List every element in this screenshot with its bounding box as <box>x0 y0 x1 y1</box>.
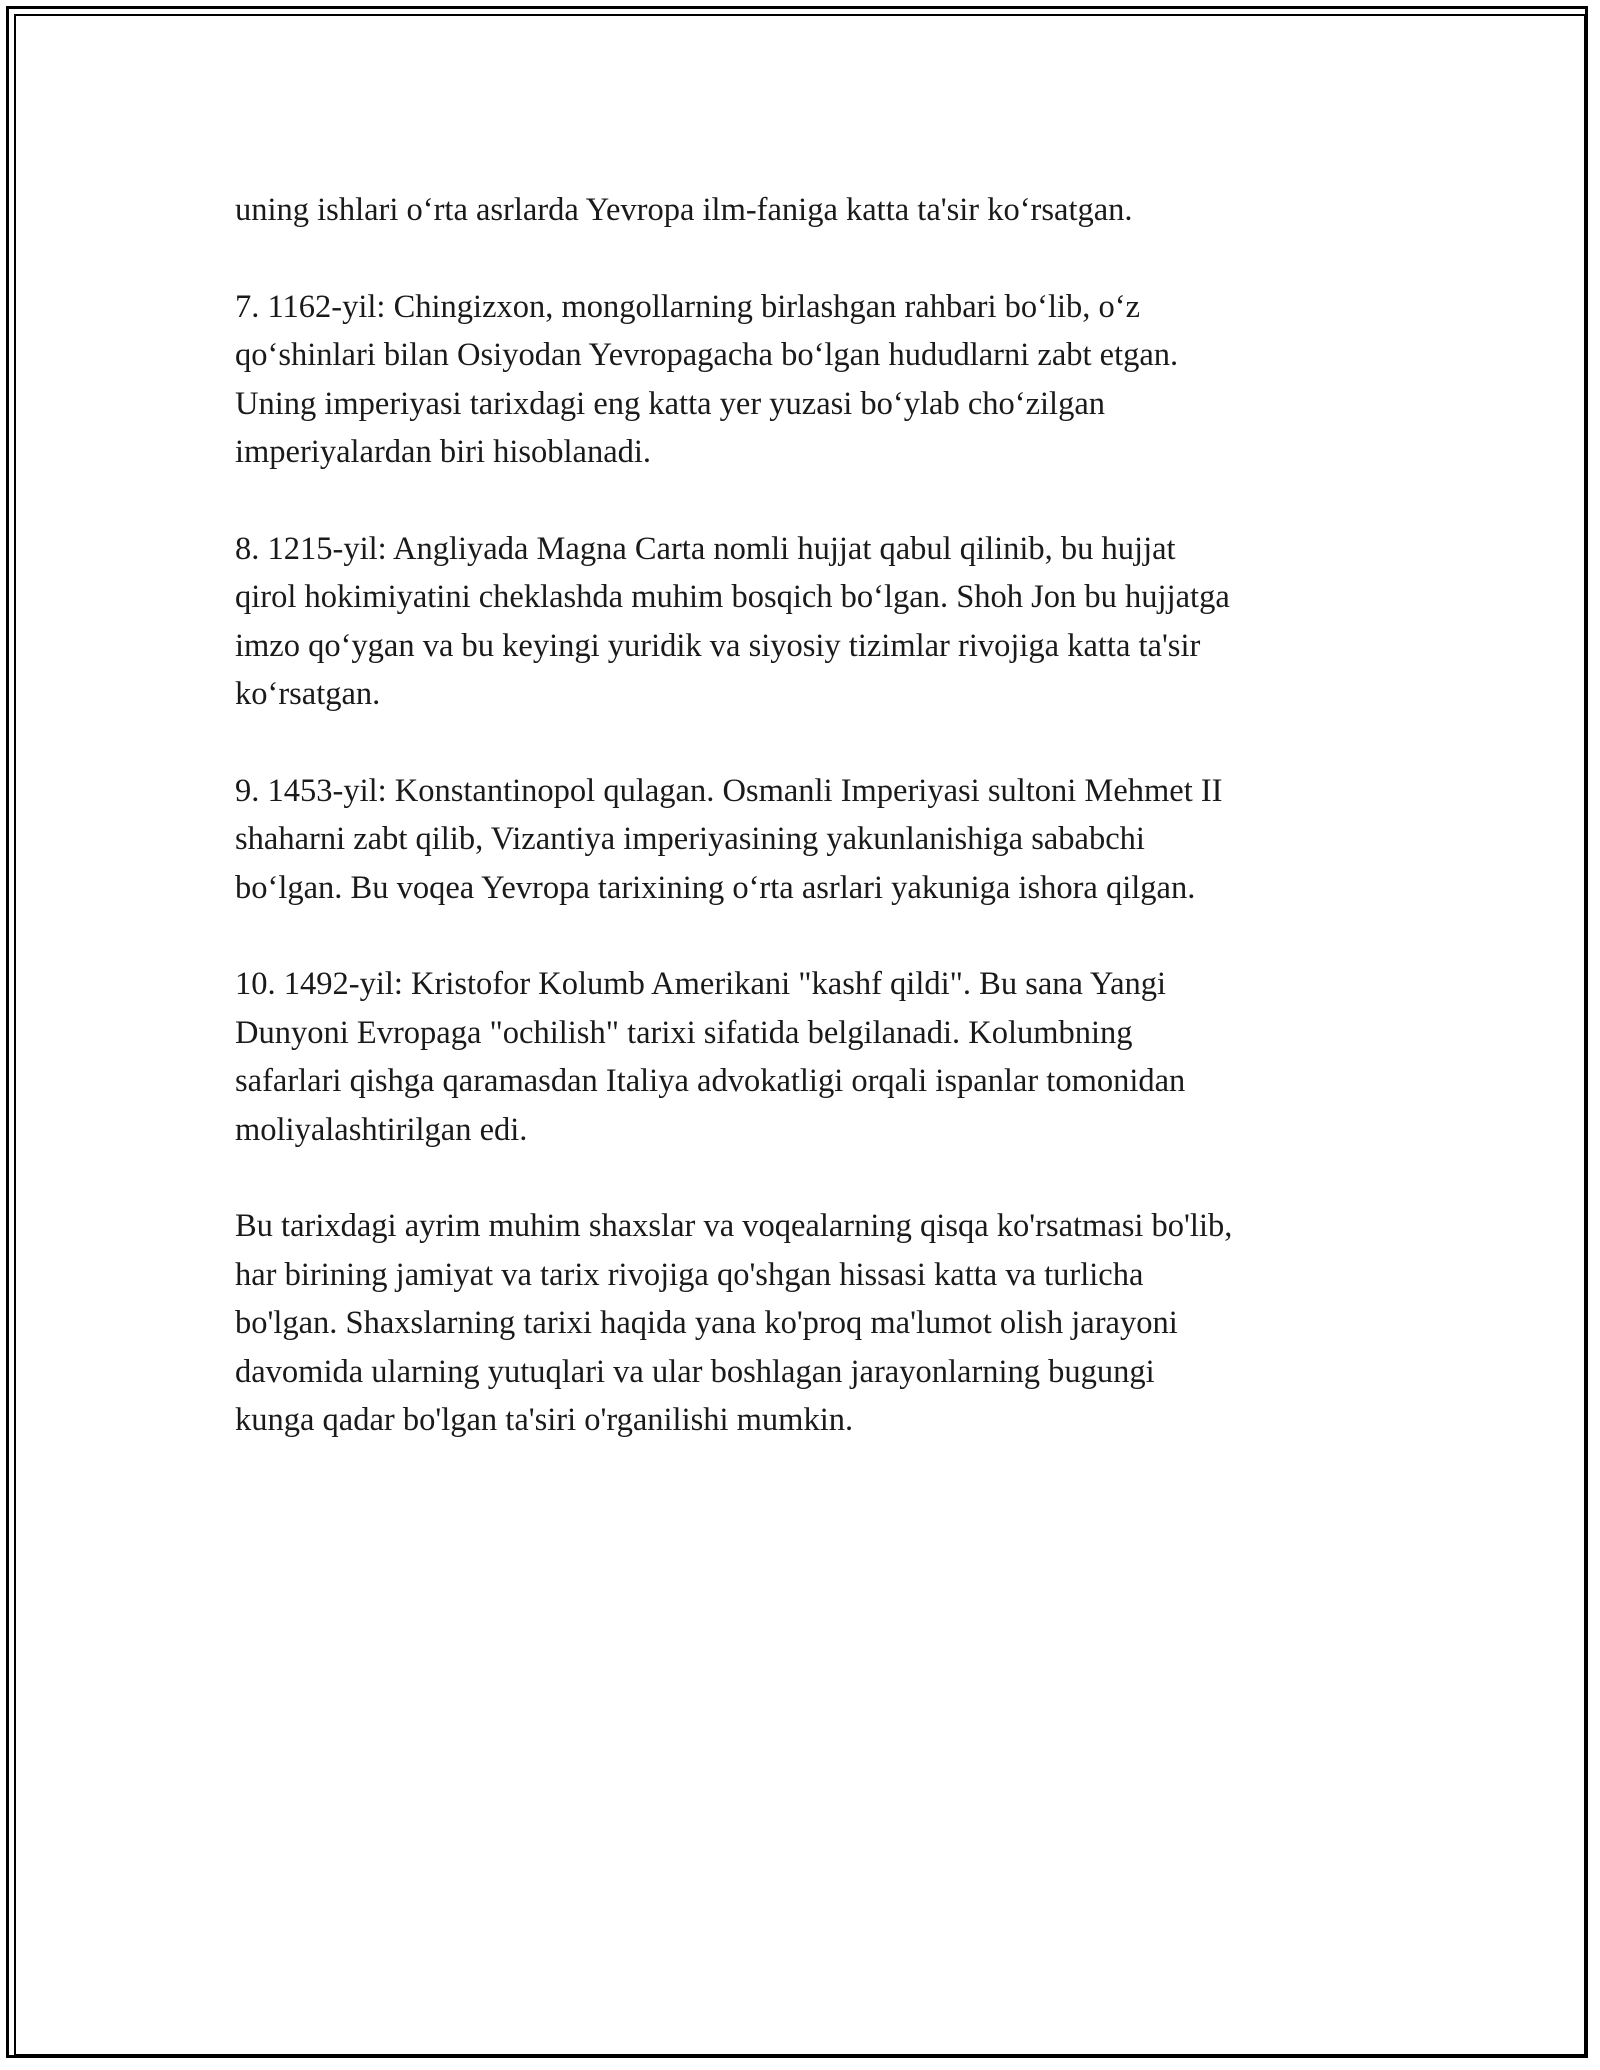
text-line: Uning imperiyasi tarixdagi eng katta yer yuzasi bo‘ylab cho‘zilgan <box>235 385 1105 422</box>
text-line: qirol hokimiyatini cheklashda muhim bosqich bo‘lgan. Shoh Jon bu hujjatga <box>235 579 1230 616</box>
text-line: imzo qo‘ygan va bu keyingi yuridik va siyosiy tizimlar rivojiga katta ta'sir <box>235 627 1201 664</box>
paragraph-item-9 <box>235 767 1385 912</box>
text-line: Dunyoni Evropaga "ochilish" tarixi sifatida belgilanadi. Kolumbning <box>235 1014 1133 1051</box>
text-line: Bu tarixdagi ayrim muhim shaxslar va voqealarning qisqa ko'rsatmasi bo'lib, <box>235 1208 1233 1245</box>
text-line: bo‘lgan. Bu voqea Yevropa tarixining o‘rta asrlari yakuniga ishora qilgan. <box>235 869 1196 906</box>
text-line: bo'lgan. Shaxslarning tarixi haqida yana ko'proq ma'lumot olish jarayoni <box>235 1305 1178 1342</box>
text-line: ko‘rsatgan. <box>235 676 381 713</box>
document-body <box>235 186 1385 1493</box>
text-line: 9. 1453-yil: Konstantinopol qulagan. Osmanli Imperiyasi sultoni Mehmet II <box>235 772 1223 809</box>
text-line: shaharni zabt qilib, Vizantiya imperiyasining yakunlanishiga sababchi <box>235 821 1145 858</box>
paragraph-item-8 <box>235 525 1385 719</box>
text-line: davomida ularning yutuqlari va ular boshlagan jarayonlarning bugungi <box>235 1353 1155 1390</box>
text-line: har birining jamiyat va tarix rivojiga qo'shgan hissasi katta va turlicha <box>235 1256 1144 1293</box>
text-line: uning ishlari o‘rta asrlarda Yevropa ilm-faniga katta ta'sir ko‘rsatgan. <box>235 192 1133 228</box>
paragraph-item-10 <box>235 960 1385 1154</box>
text-line: 10. 1492-yil: Kristofor Kolumb Amerikani "kashf qildi". Bu sana Yangi <box>235 966 1167 1003</box>
paragraph-conclusion <box>235 1202 1385 1444</box>
text-line: imperiyalardan biri hisoblanadi. <box>235 434 652 471</box>
text-line: kunga qadar bo'lgan ta'siri o'rganilishi mumkin. <box>235 1402 854 1439</box>
text-line: moliyalashtirilgan edi. <box>235 1111 528 1148</box>
text-line: safarlari qishga qaramasdan Italiya advokatligi orqali ispanlar tomonidan <box>235 1063 1186 1100</box>
paragraph-continuation <box>235 186 1385 234</box>
text-line: 8. 1215-yil: Angliyada Magna Carta nomli hujjat qabul qilinib, bu hujjat <box>235 530 1176 567</box>
text-line: qo‘shinlari bilan Osiyodan Yevropagacha bo‘lgan hududlarni zabt etgan. <box>235 337 1179 374</box>
text-line: 7. 1162-yil: Chingizxon, mongollarning birlashgan rahbari bo‘lib, o‘z <box>235 288 1141 325</box>
paragraph-item-7 <box>235 283 1385 477</box>
